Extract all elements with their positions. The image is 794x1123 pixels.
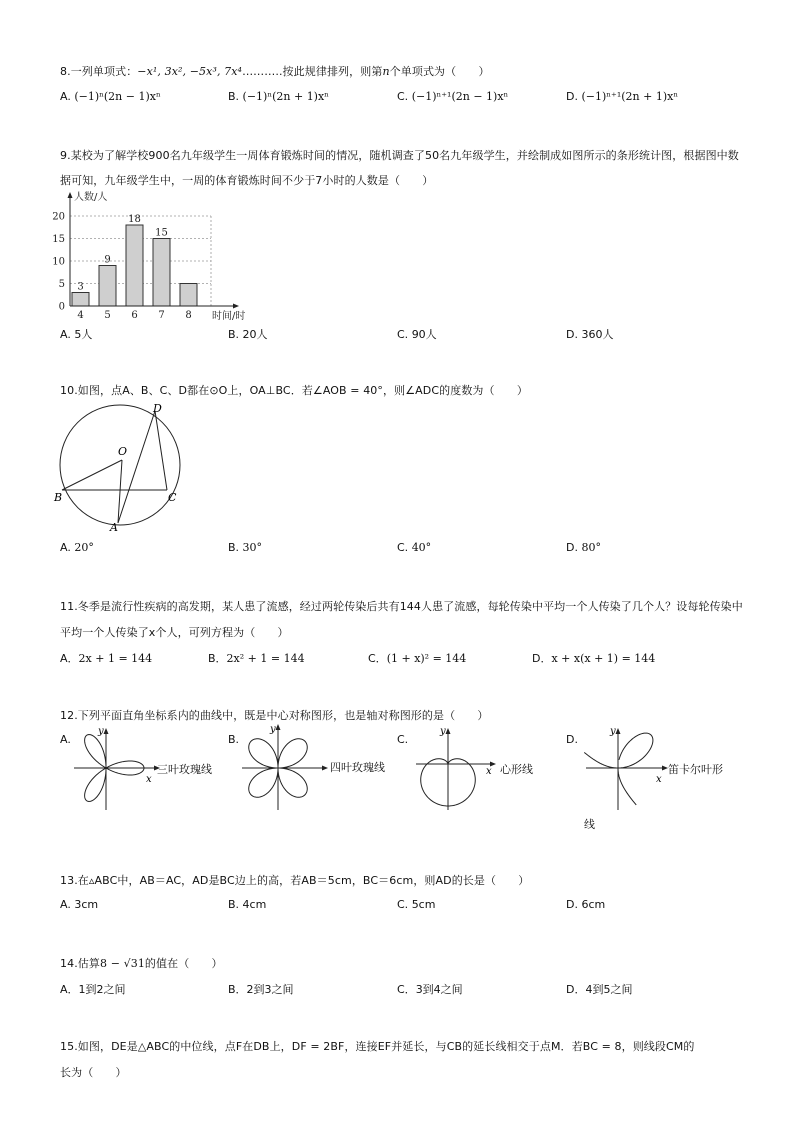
q8-option-b[interactable]: B. (−1)ⁿ(2n + 1)xⁿ xyxy=(228,90,329,103)
q10-stem: 10.如图，点A、B、C、D都在⊙O上，OA⊥BC．若∠AOB = 40°，则∠ADC的度数为（ ） xyxy=(60,384,528,397)
y-tick-label: 0 xyxy=(58,301,65,313)
q11-stem-line2: 平均一个人传染了x个人，可列方程为（ ） xyxy=(60,626,289,639)
axis-y-label: y xyxy=(98,726,104,737)
axis-x-label: x xyxy=(486,766,492,777)
axis-y-arrow xyxy=(446,728,451,734)
q11-option-a[interactable]: A．2x + 1 = 144 xyxy=(60,652,153,665)
q14-option-a[interactable]: A．1到2之间 xyxy=(60,983,126,996)
q14-expression: 8 − √31 xyxy=(100,957,145,970)
q12-fig-a-three-leaf-rose[interactable] xyxy=(72,722,162,812)
axis-y-arrow xyxy=(276,724,281,730)
data-label: 3 xyxy=(77,281,84,293)
q11-option-d[interactable]: D．x + x(x + 1) = 144 xyxy=(532,652,656,665)
label-d: D xyxy=(153,402,162,415)
label-a: A xyxy=(110,521,118,532)
q12-caption-a: 三叶玫瑰线 xyxy=(157,763,212,776)
curve-folium xyxy=(584,733,653,805)
segment-dc xyxy=(155,411,167,490)
q12-caption-c: 心形线 xyxy=(500,763,533,776)
q13-option-c[interactable]: C. 5cm xyxy=(397,898,436,911)
q12-caption-d-line2: 线 xyxy=(584,818,595,831)
q12-caption-d: 笛卡尔叶形 xyxy=(668,763,723,776)
q11-option-b[interactable]: B．2x² + 1 = 144 xyxy=(208,652,305,665)
q13-option-d[interactable]: D. 6cm xyxy=(566,898,606,911)
q13-option-a[interactable]: A. 3cm xyxy=(60,898,99,911)
axis-y-arrow xyxy=(616,728,621,734)
axis-y-arrow xyxy=(104,728,109,734)
q9-option-a[interactable]: A. 5人 xyxy=(60,328,93,341)
q14-option-b[interactable]: B．2到3之间 xyxy=(228,983,294,996)
y-tick-label: 20 xyxy=(52,211,65,223)
segment-ad xyxy=(118,411,155,523)
q9-option-d[interactable]: D. 360人 xyxy=(566,328,614,341)
circle-o xyxy=(60,405,180,525)
x-tick-label: 4 xyxy=(77,310,84,321)
x-tick-label: 7 xyxy=(158,310,165,321)
y-tick-label: 10 xyxy=(52,256,65,268)
bar-6 xyxy=(126,225,143,306)
q12-caption-b: 四叶玫瑰线 xyxy=(330,761,385,774)
q12-option-c-label[interactable]: C. xyxy=(397,733,409,746)
q15-stem-line1: 15.如图，DE是△ABC的中位线，点F在DB上，DF = 2BF，连接EF并延长，与CB的延长线相交于点M．若BC = 8，则线段CM的 xyxy=(60,1040,695,1053)
axis-x-arrow xyxy=(322,766,328,771)
q12-option-a-label[interactable]: A. xyxy=(60,733,71,746)
chart-bars xyxy=(72,225,197,306)
q11-option-c[interactable]: C．(1 + x)² = 144 xyxy=(368,652,467,665)
q10-option-a[interactable]: A. 20° xyxy=(60,541,94,554)
bar-8 xyxy=(180,284,197,307)
q9-stem-line2: 据可知，九年级学生中，一周的体育锻炼时间不少于7小时的人数是（ ） xyxy=(60,174,434,187)
q9-option-c[interactable]: C. 90人 xyxy=(397,328,437,341)
y-tick-label: 5 xyxy=(58,279,65,290)
q13-option-b[interactable]: B. 4cm xyxy=(228,898,267,911)
q9-option-b[interactable]: B. 20人 xyxy=(228,328,268,341)
q8-option-c[interactable]: C. (−1)ⁿ⁺¹(2n − 1)xⁿ xyxy=(397,90,509,103)
data-label: 15 xyxy=(155,227,168,239)
q15-stem-line2: 长为（ ） xyxy=(60,1066,127,1079)
q12-option-d-label[interactable]: D. xyxy=(566,733,578,746)
label-b: B xyxy=(54,491,63,504)
bar-5 xyxy=(99,266,116,307)
q12-stem: 12.下列平面直角坐标系内的曲线中，既是中心对称图形，也是轴对称图形的是（ ） xyxy=(60,709,489,722)
q14-stem: 14.估算8 − √31的值在（ ） xyxy=(60,957,223,970)
data-label: 9 xyxy=(104,254,111,266)
q12-fig-b-four-leaf-rose[interactable] xyxy=(240,722,330,812)
data-label: 18 xyxy=(128,214,141,225)
q12-option-b-label[interactable]: B. xyxy=(228,733,240,746)
axis-y-label: y xyxy=(610,726,616,737)
q10-option-d[interactable]: D. 80° xyxy=(566,541,601,554)
label-o: O xyxy=(118,445,128,458)
x-tick-label: 5 xyxy=(104,310,111,321)
q10-option-b[interactable]: B. 30° xyxy=(228,541,263,554)
q8-option-a[interactable]: A. (−1)ⁿ(2n − 1)xⁿ xyxy=(60,90,161,103)
axis-y-label: y xyxy=(270,724,276,735)
x-tick-label: 6 xyxy=(131,310,138,321)
x-axis-arrow xyxy=(233,304,239,309)
y-axis-arrow xyxy=(68,192,73,198)
bar-7 xyxy=(153,239,170,307)
q12-fig-d-folium[interactable] xyxy=(582,722,672,812)
x-axis-label: 时间/时 xyxy=(212,311,246,322)
bar-4 xyxy=(72,293,89,307)
q9-stem-line1: 9.某校为了解学校900名九年级学生一周体育锻炼时间的情况，随机调查了50名九年级学生，并绘制成如图所示的条形统计图，根据图中数 xyxy=(60,149,739,162)
y-tick-label: 15 xyxy=(52,234,65,245)
axis-x-label: x xyxy=(656,774,662,785)
q14-option-c[interactable]: C．3到4之间 xyxy=(397,983,463,996)
y-axis-label: 人数/人 xyxy=(74,192,108,203)
q10-option-c[interactable]: C. 40° xyxy=(397,541,432,554)
q12-fig-c-cardioid[interactable] xyxy=(412,722,502,812)
x-tick-label: 8 xyxy=(185,310,192,321)
axis-x-label: x xyxy=(146,774,152,785)
q8-option-d[interactable]: D. (−1)ⁿ⁺¹(2n + 1)xⁿ xyxy=(566,90,679,103)
segment-ob xyxy=(62,460,122,490)
q13-stem: 13.在▵ABC中，AB＝AC，AD是BC边上的高，若AB＝5cm，BC＝6cm，则AD的长是（ ） xyxy=(60,874,530,887)
q8-stem: 8.一列单项式：−x¹, 3x², −5x³, 7x⁴………..按此规律排列，则第n个单项式为（ ） xyxy=(60,65,490,78)
axis-y-label: y xyxy=(440,726,446,737)
q11-stem-line1: 11.冬季是流行性疾病的高发期，某人患了流感，经过两轮传染后共有144人患了流感，每轮传染中平均一个人传染了几个人？设每轮传染中 xyxy=(60,600,743,613)
q8-terms: −x¹, 3x², −5x³, 7x⁴ xyxy=(137,65,243,78)
q10-circle-diagram xyxy=(52,400,192,532)
label-c: C xyxy=(168,491,177,504)
q9-bar-chart xyxy=(40,188,270,323)
q14-option-d[interactable]: D．4到5之间 xyxy=(566,983,633,996)
